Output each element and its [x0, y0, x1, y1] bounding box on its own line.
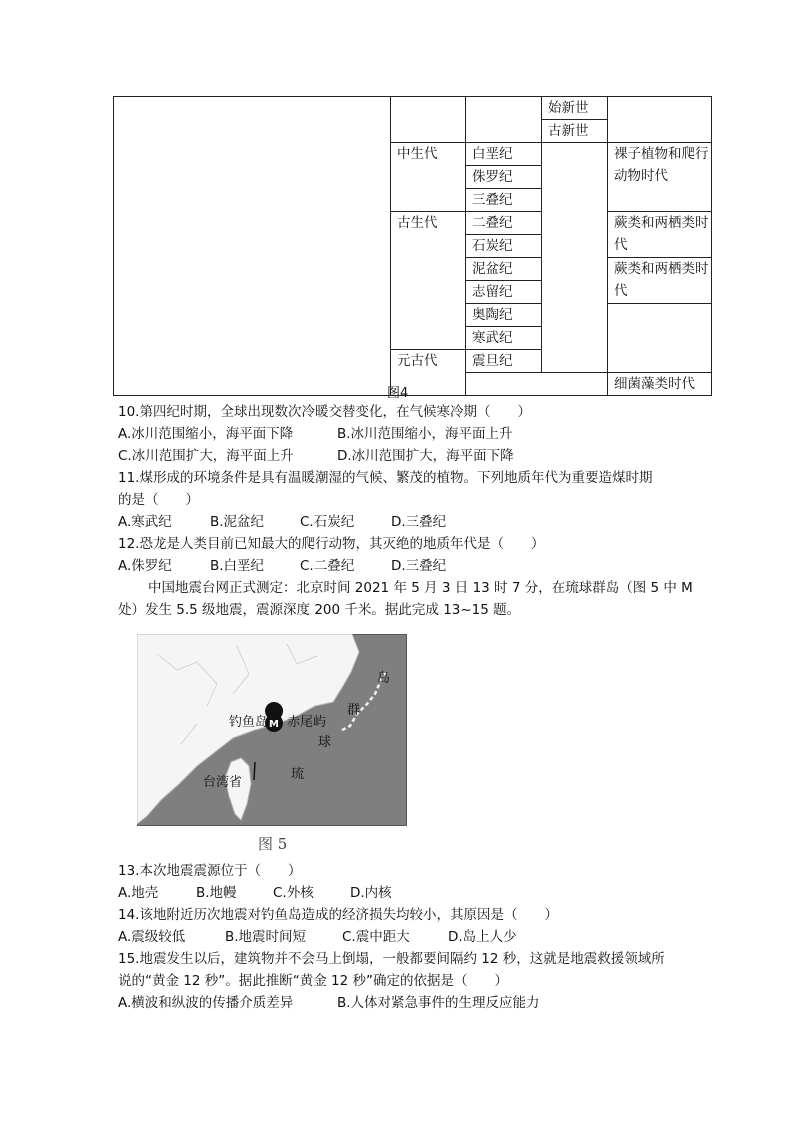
- label-liu: 琉: [291, 767, 305, 782]
- label-dao: 岛: [377, 671, 391, 686]
- label-diaoyu: 钓鱼岛: [229, 715, 269, 730]
- q13-option-b: B.地幔: [196, 885, 237, 901]
- figure-5-caption: 图 5: [258, 835, 288, 853]
- period-carboniferous: 石炭纪: [466, 235, 542, 258]
- era-gymnosperm: 裸子植物和爬行动物时代: [608, 143, 712, 212]
- q12-option-b: B.白垩纪: [210, 558, 265, 574]
- era-fern-1: 蕨类和两栖类时代: [608, 212, 712, 258]
- q13-option-c: C.外核: [273, 885, 314, 901]
- q15-stem: 15.地震发生以后，建筑物并不会马上倒塌，一般都要间隔约 12 秒，这就是地震救援领域所: [118, 951, 665, 967]
- q14-option-c: C.震中距大: [342, 929, 410, 945]
- q12-stem: 12.恐龙是人类目前已知最大的爬行动物，其灭绝的地质年代是（ ）: [118, 536, 545, 552]
- geologic-time-table: [113, 96, 712, 396]
- period-cambrian: 寒武纪: [466, 327, 542, 350]
- label-qiu: 球: [318, 735, 332, 750]
- passage-line-2: 处）发生 5.5 级地震，震源深度 200 千米。据此完成 13~15 题。: [118, 602, 521, 618]
- q14-option-b: B.地震时间短: [225, 929, 307, 945]
- q11-option-d: D.三叠纪: [391, 514, 447, 530]
- q10-stem: 10.第四纪时期，全球出现数次冷暖交替变化，在气候寒冷期（ ）: [118, 404, 531, 420]
- passage-line-1: 中国地震台网正式测定：北京时间 2021 年 5 月 3 日 13 时 7 分，在琉球群岛（图 5 中 M: [148, 580, 693, 596]
- q15-option-b: B.人体对紧急事件的生理反应能力: [337, 995, 540, 1011]
- period-permian: 二叠纪: [466, 212, 542, 235]
- q11-option-c: C.石炭纪: [300, 514, 355, 530]
- q13-stem: 13.本次地震震源位于（ ）: [118, 863, 302, 879]
- epoch-paleocene: 古新世: [542, 120, 608, 143]
- figure-4-caption: 图4: [387, 386, 409, 401]
- era-cell: [608, 97, 712, 143]
- period-triassic: 三叠纪: [466, 189, 542, 212]
- period-silurian: 志留纪: [466, 281, 542, 304]
- period-sinian: 震旦纪: [466, 350, 542, 373]
- blank-cell: [466, 373, 608, 396]
- period-devonian: 泥盆纪: [466, 258, 542, 281]
- q14-option-a: A.震级较低: [118, 929, 186, 945]
- period-cretaceous: 白垩纪: [466, 143, 542, 166]
- eon-proterozoic: 元古代: [391, 350, 466, 396]
- era-fern-2: 蕨类和两栖类时代: [608, 258, 712, 304]
- q11-option-b: B.泥盆纪: [210, 514, 265, 530]
- q10-option-c: C.冰川范围扩大，海平面上升: [118, 448, 294, 464]
- era-blank-cell: [608, 304, 712, 373]
- q12-option-a: A.侏罗纪: [118, 558, 172, 574]
- q14-stem: 14.该地附近历次地震对钓鱼岛造成的经济损失均较小，其原因是（ ）: [118, 907, 558, 923]
- eon-mesozoic: 中生代: [391, 143, 466, 212]
- period-ordovician: 奥陶纪: [466, 304, 542, 327]
- q11-option-a: A.寒武纪: [118, 514, 172, 530]
- period-cell: [466, 97, 542, 143]
- label-taiwan: 台湾省: [203, 775, 243, 790]
- epoch-eocene: 始新世: [542, 97, 608, 120]
- boundary-line: [254, 762, 255, 780]
- q15-option-a: A.横波和纵波的传播介质差异: [118, 995, 294, 1011]
- eon-cell: [391, 97, 466, 143]
- era-bacteria: 细菌藻类时代: [608, 373, 712, 396]
- table-blank-cell: [114, 97, 391, 396]
- epoch-blank-cell: [542, 143, 608, 373]
- q11-stem: 11.煤形成的环境条件是具有温暖潮湿的气候、繁茂的植物。下列地质年代为重要造煤时期: [118, 470, 653, 486]
- q12-option-c: C.二叠纪: [300, 558, 355, 574]
- q10-option-d: D.冰川范围扩大，海平面下降: [337, 448, 514, 464]
- q12-option-d: D.三叠纪: [391, 558, 447, 574]
- q15-stem-cont: 说的“黄金 12 秒”。据此推断“黄金 12 秒”确定的依据是（ ）: [118, 973, 508, 989]
- q10-option-b: B.冰川范围缩小，海平面上升: [337, 426, 513, 442]
- q10-option-a: A.冰川范围缩小，海平面下降: [118, 426, 294, 442]
- eon-paleozoic: 古生代: [391, 212, 466, 350]
- q13-option-a: A.地壳: [118, 885, 159, 901]
- q14-option-d: D.岛上人少: [448, 929, 517, 945]
- label-qun: 群: [347, 703, 361, 718]
- marker-label: M: [269, 719, 279, 730]
- label-chiwei: 赤尾屿: [287, 715, 327, 730]
- period-jurassic: 侏罗纪: [466, 166, 542, 189]
- q11-stem-cont: 的是（ ）: [118, 492, 199, 508]
- ryukyu-map: [137, 634, 407, 826]
- q13-option-d: D.内核: [350, 885, 392, 901]
